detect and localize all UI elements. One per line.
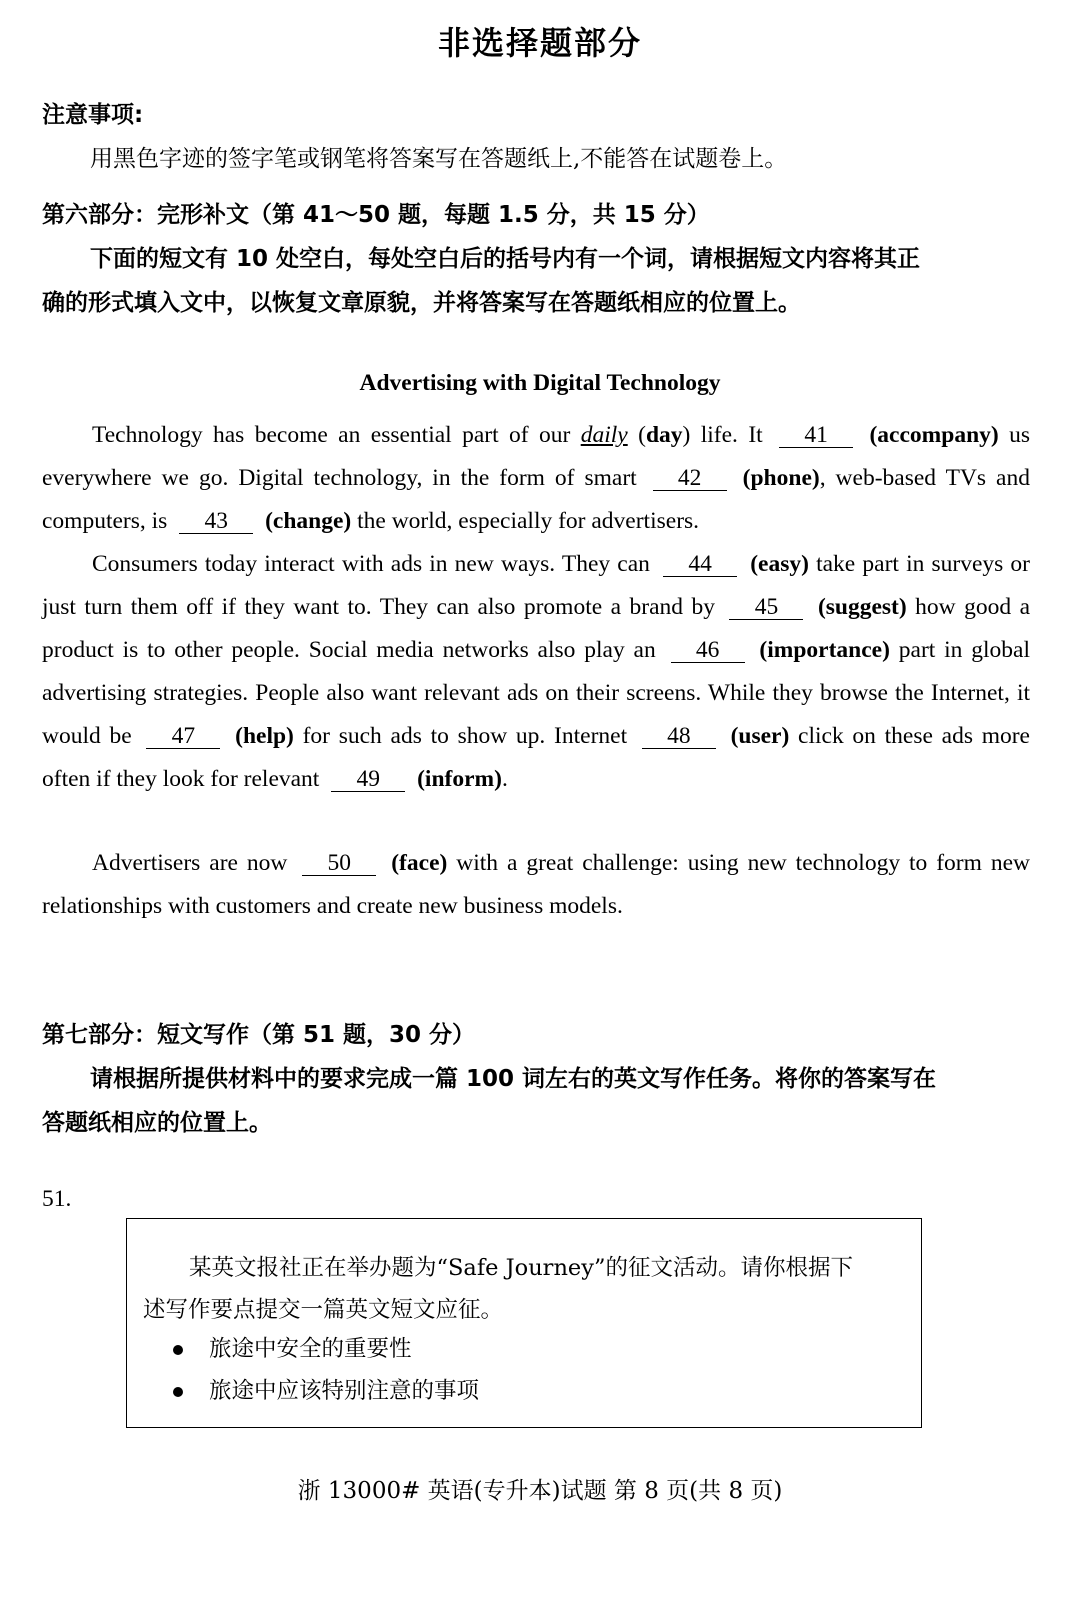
- part6-heading: 第六部分：完形补文（第 41～50 题，每题 1.5 分，共 15 分）: [42, 202, 710, 228]
- writing-task-prompt: [143, 1247, 903, 1331]
- notice-text: 用黑色字迹的签字笔或钢笔将答案写在答题纸上,不能答在试题卷上。: [90, 146, 788, 172]
- p3-text: with a great challenge: using new technology to form new relationships with customers and create new business models.: [42, 850, 1030, 919]
- p1-text: , web-based TVs and computers, is: [42, 465, 1030, 534]
- writing-task-box: [126, 1218, 922, 1428]
- bullet-item: [173, 1331, 412, 1363]
- bullet-icon: [173, 1387, 183, 1397]
- example-hint: day: [645, 422, 683, 448]
- prompt-line-2: 述写作要点提交一篇英文短文应征。: [143, 1297, 504, 1323]
- hint-42: (phone): [742, 465, 820, 491]
- p2-text: for such ads to show up. Internet: [293, 723, 636, 749]
- p1-text: us everywhere we go. Digital technology, in the form of smart: [42, 422, 1031, 491]
- blank-42[interactable]: 42: [653, 466, 727, 491]
- p2-text: take part in surveys or just turn them off if they want to. They can also promote a brand by: [42, 551, 1031, 620]
- part7-instruction-line1: 请根据所提供材料中的要求完成一篇 100 词左右的英文写作任务。将你的答案写在: [90, 1066, 937, 1092]
- hint-47: (help): [235, 723, 294, 749]
- blank-46[interactable]: 46: [671, 638, 745, 663]
- p2-text: click on these ads more often if they look for relevant: [42, 723, 1030, 792]
- blank-48[interactable]: 48: [642, 724, 716, 749]
- hint-45: (suggest): [817, 594, 907, 620]
- bullet-item: [173, 1373, 479, 1405]
- hint-50: (face): [391, 850, 448, 876]
- blank-49[interactable]: 49: [331, 767, 405, 792]
- p1-text: (: [627, 422, 646, 448]
- p2-text: how good a product is to other people. Social media networks also play an: [42, 594, 1031, 663]
- blank-50[interactable]: 50: [302, 851, 376, 876]
- blank-43[interactable]: 43: [179, 509, 253, 534]
- hint-41: (accompany): [869, 422, 999, 448]
- p2-text: part in global advertising strategies. People also want relevant ads on their screens. While they browse the Internet, it would be: [42, 637, 1031, 749]
- p1-text: the world, especially for advertisers.: [351, 508, 700, 534]
- page-footer: 浙 13000# 英语(专升本)试题 第 8 页(共 8 页): [297, 1478, 783, 1504]
- passage-paragraph-2: [42, 543, 1030, 801]
- blank-45[interactable]: 45: [729, 595, 803, 620]
- passage-paragraph-1: [42, 414, 1030, 543]
- blank-44[interactable]: 44: [663, 552, 737, 577]
- prompt-line-1: 某英文报社正在举办题为“Safe Journey”的征文活动。请你根据下: [189, 1255, 853, 1281]
- page-title: 非选择题部分: [437, 24, 642, 62]
- part6-instruction-line2: 确的形式填入文中，以恢复文章原貌，并将答案写在答题纸相应的位置上。: [42, 290, 801, 316]
- blank-47[interactable]: 47: [146, 724, 220, 749]
- hint-49: (inform): [417, 766, 502, 792]
- bullet-icon: [173, 1345, 183, 1355]
- p1-text: Technology has become an essential part of our: [92, 422, 581, 448]
- p1-text: ) life. It: [682, 422, 774, 448]
- hint-48: (user): [730, 723, 790, 749]
- p2-text: Consumers today interact with ads in new ways. They can: [92, 551, 658, 577]
- p2-text: .: [501, 766, 508, 792]
- example-answer: daily: [580, 422, 628, 448]
- question-number: 51.: [42, 1186, 72, 1212]
- bullet-text: 旅途中应该特别注意的事项: [209, 1378, 480, 1404]
- notice-heading: 注意事项:: [42, 102, 144, 128]
- p3-text: Advertisers are now: [92, 850, 297, 876]
- passage-paragraph-3: [42, 842, 1030, 928]
- hint-44: (easy): [750, 551, 809, 577]
- blank-41[interactable]: 41: [779, 423, 853, 448]
- part7-instruction-line2: 答题纸相应的位置上。: [42, 1110, 272, 1136]
- bullet-text: 旅途中安全的重要性: [209, 1336, 412, 1362]
- part7-heading: 第七部分：短文写作（第 51 题，30 分）: [42, 1022, 476, 1048]
- hint-43: (change): [265, 508, 352, 534]
- hint-46: (importance): [759, 637, 890, 663]
- part6-instruction-line1: 下面的短文有 10 处空白，每处空白后的括号内有一个词，请根据短文内容将其正: [90, 246, 921, 272]
- passage-title: Advertising with Digital Technology: [359, 370, 721, 396]
